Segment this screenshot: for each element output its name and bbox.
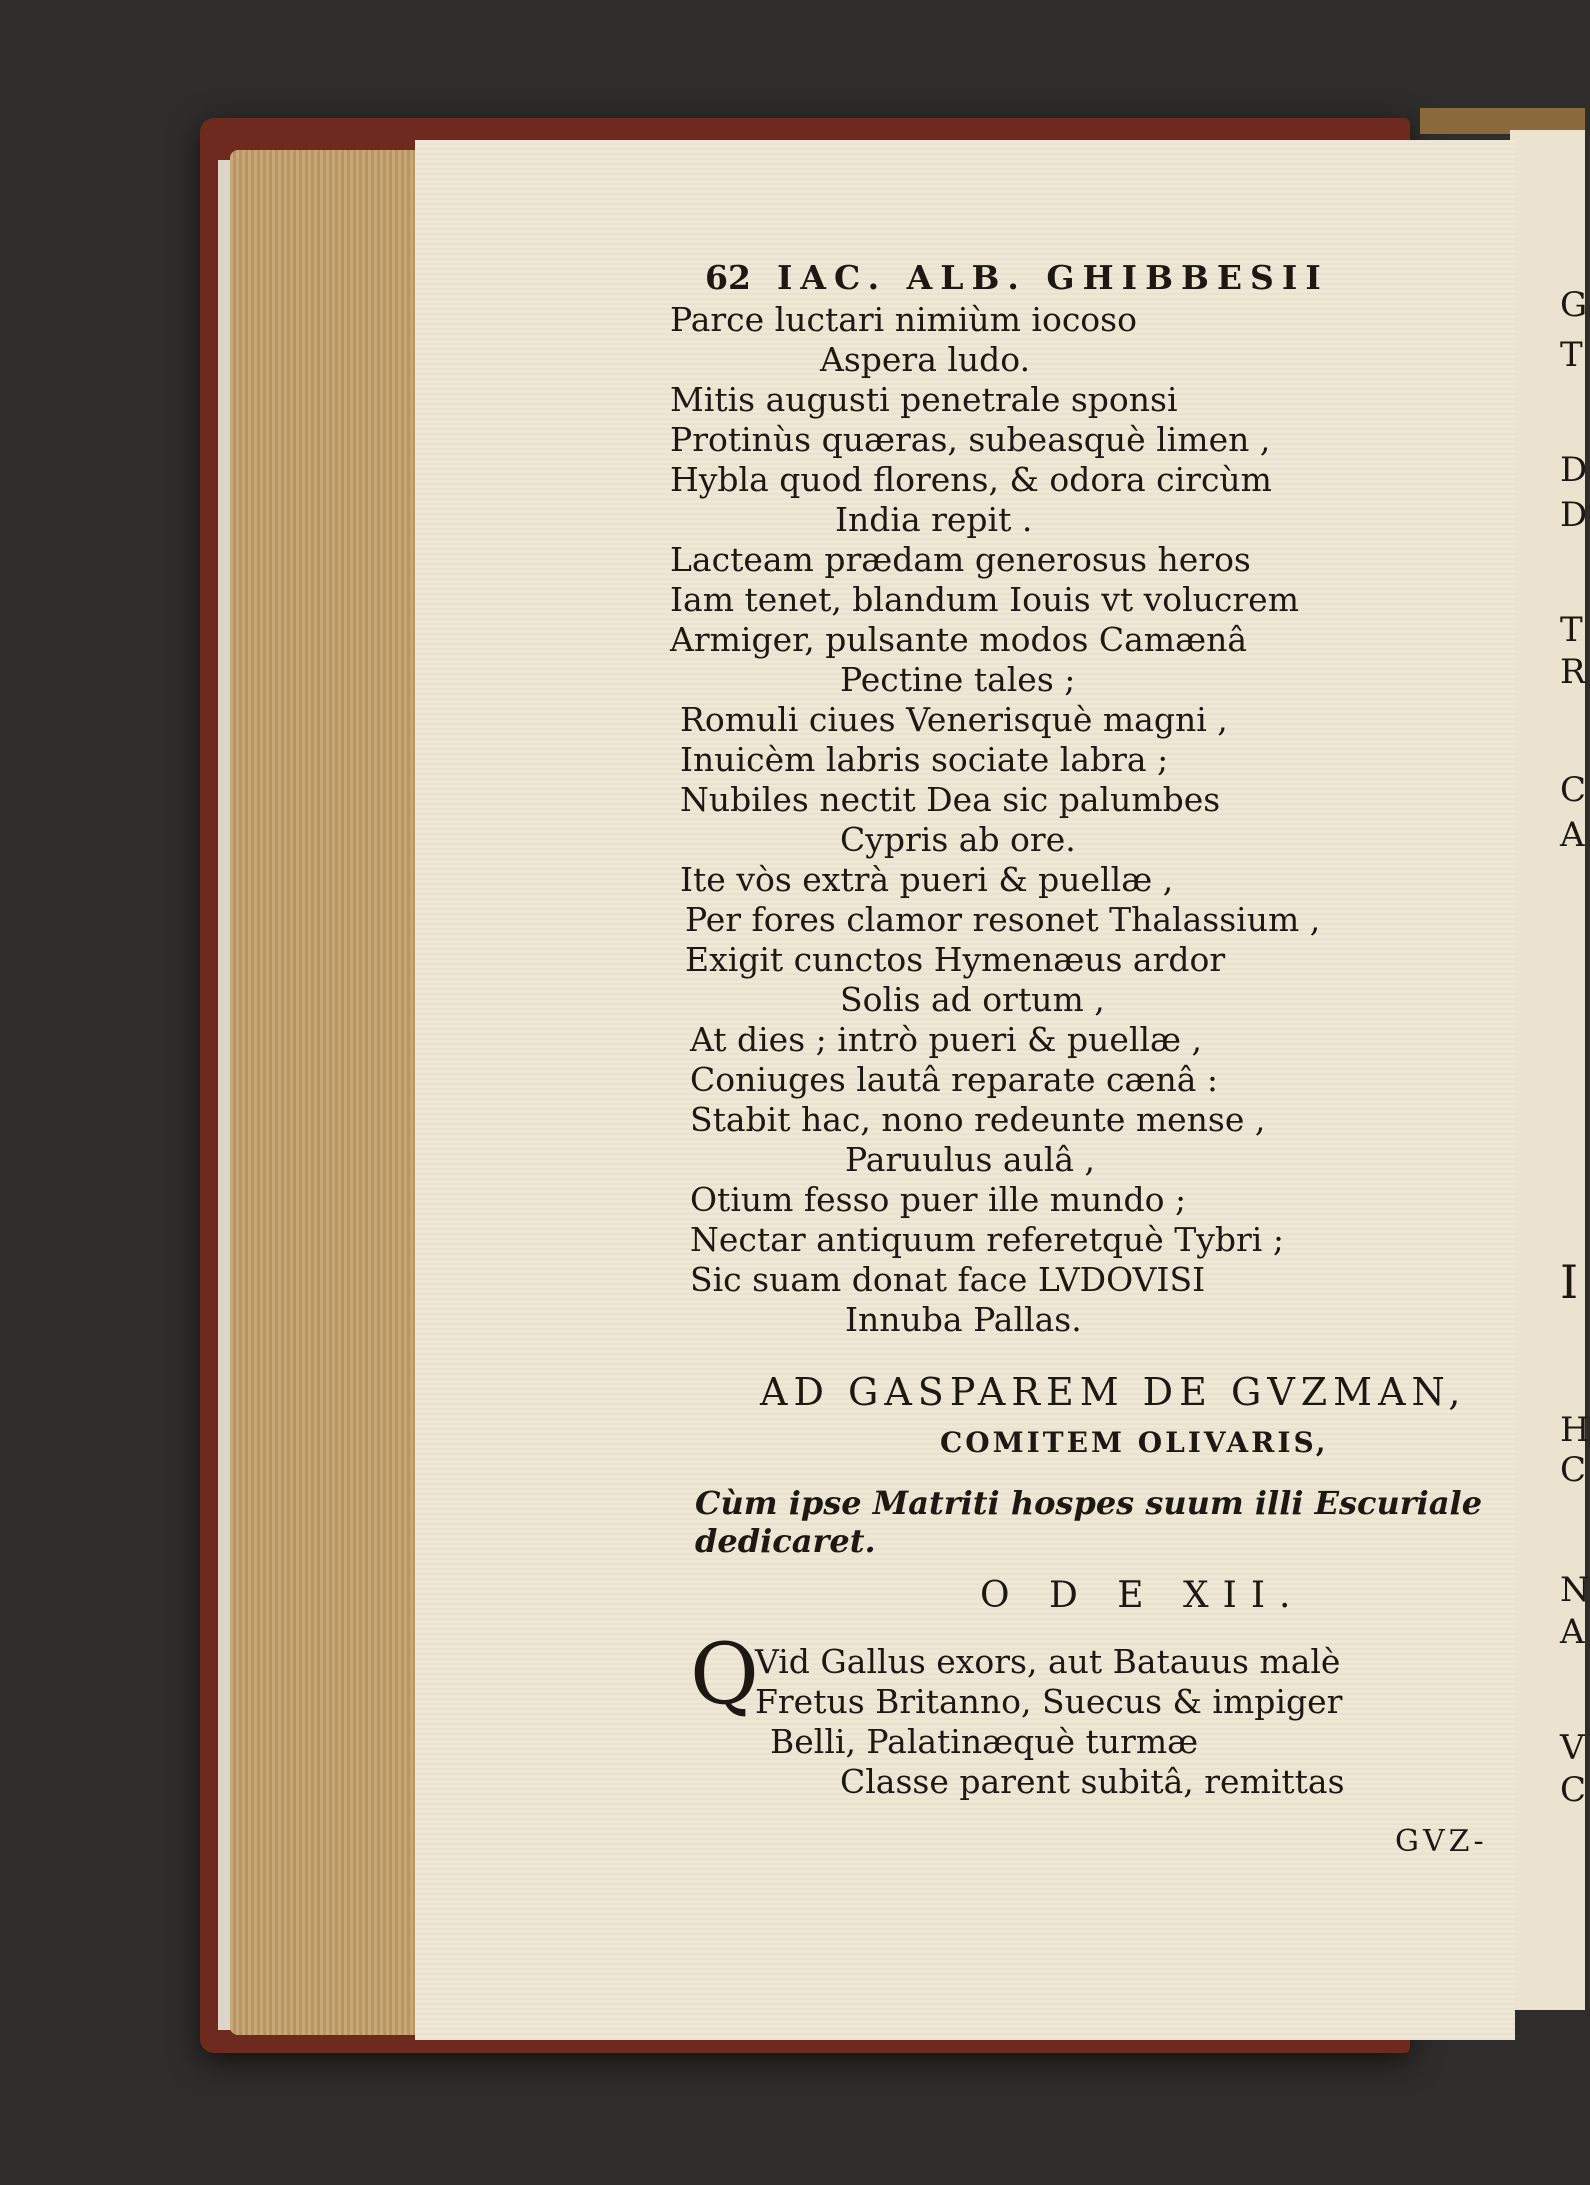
facing-page-letter: T xyxy=(1560,335,1583,375)
ode-line: Vid Gallus exors, aut Batauus malè xyxy=(755,1642,1341,1681)
ode-line: Classe parent subitâ, remittas xyxy=(840,1762,1345,1801)
verse-line: Romuli ciues Venerisquè magni , xyxy=(680,700,1228,739)
verse-line: Otium fesso puer ille mundo ; xyxy=(690,1180,1187,1219)
facing-page-letter: I xyxy=(1560,1255,1579,1309)
ode-number: O D E XII. xyxy=(980,1575,1305,1616)
verse-line: Aspera ludo. xyxy=(820,340,1031,379)
dedication-line: Cùm ipse Matriti hospes suum illi Escuriale dedicaret. xyxy=(695,1484,1483,1560)
verse-line: Innuba Pallas. xyxy=(845,1300,1082,1339)
verse-line: Nectar antiquum referetquè Tybri ; xyxy=(690,1220,1284,1259)
facing-page-letter: T xyxy=(1560,610,1583,650)
verse-line: Solis ad ortum , xyxy=(840,980,1105,1019)
drop-cap: Q xyxy=(690,1625,759,1723)
verse-line: At dies ; intrò pueri & puellæ , xyxy=(690,1020,1203,1059)
facing-page-letter: D xyxy=(1560,450,1588,490)
ode-line: Belli, Palatinæquè turmæ xyxy=(770,1722,1199,1761)
catchword: GVZ- xyxy=(1395,1824,1488,1859)
verse-line: Armiger, pulsante modos Camænâ xyxy=(670,620,1248,659)
facing-page-letter: C xyxy=(1560,1770,1587,1810)
verse-line: Nubiles nectit Dea sic palumbes xyxy=(680,780,1221,819)
page-number: 62 xyxy=(705,258,751,297)
verse-line: Parce luctari nimiùm iocoso xyxy=(670,300,1137,339)
page-edges xyxy=(230,150,415,2035)
verse-line: Mitis augusti penetrale sponsi xyxy=(670,380,1178,419)
verse-line: Inuicèm labris sociate labra ; xyxy=(680,740,1169,779)
verse-line: Iam tenet, blandum Iouis vt volucrem xyxy=(670,580,1299,619)
facing-page-letter: C xyxy=(1560,770,1587,810)
facing-page-letter: A xyxy=(1560,815,1585,855)
book-page xyxy=(415,140,1515,2040)
ode-heading: AD GASPAREM DE GVZMAN, xyxy=(760,1370,1467,1414)
facing-page-letter: R xyxy=(1560,652,1586,692)
verse-line: Protinùs quæras, subeasquè limen , xyxy=(670,420,1271,459)
verse-line: Paruulus aulâ , xyxy=(845,1140,1096,1179)
facing-page-letter: D xyxy=(1560,495,1588,535)
verse-line: India repit . xyxy=(835,500,1033,539)
facing-page-letter: G xyxy=(1560,285,1588,325)
facing-page-letter: A xyxy=(1560,1612,1585,1652)
running-head xyxy=(705,258,1329,297)
verse-line: Lacteam prædam generosus heros xyxy=(670,540,1251,579)
verse-line: Cypris ab ore. xyxy=(840,820,1076,859)
page-text xyxy=(415,140,1515,2040)
verse-line: Coniuges lautâ reparate cænâ : xyxy=(690,1060,1219,1099)
verse-line: Pectine tales ; xyxy=(840,660,1076,699)
facing-page-letter: N xyxy=(1560,1570,1590,1610)
ode-subheading: COMITEM OLIVARIS, xyxy=(940,1426,1329,1459)
facing-page-letter: H xyxy=(1560,1410,1590,1450)
verse-line: Ite vòs extrà pueri & puellæ , xyxy=(680,860,1174,899)
running-title: IAC. ALB. GHIBBESII xyxy=(776,258,1329,297)
verse-line: Hybla quod florens, & odora circùm xyxy=(670,460,1272,499)
verse-line: Exigit cunctos Hymenæus ardor xyxy=(685,940,1226,979)
verse-line: Per fores clamor resonet Thalassium , xyxy=(685,900,1321,939)
ode-line: Fretus Britanno, Suecus & impiger xyxy=(755,1682,1343,1721)
verse-line: Stabit hac, nono redeunte mense , xyxy=(690,1100,1266,1139)
verse-line: Sic suam donat face LVDOVISI xyxy=(690,1260,1206,1299)
facing-page-letter: C xyxy=(1560,1450,1587,1490)
facing-page-letter: V xyxy=(1560,1728,1585,1768)
